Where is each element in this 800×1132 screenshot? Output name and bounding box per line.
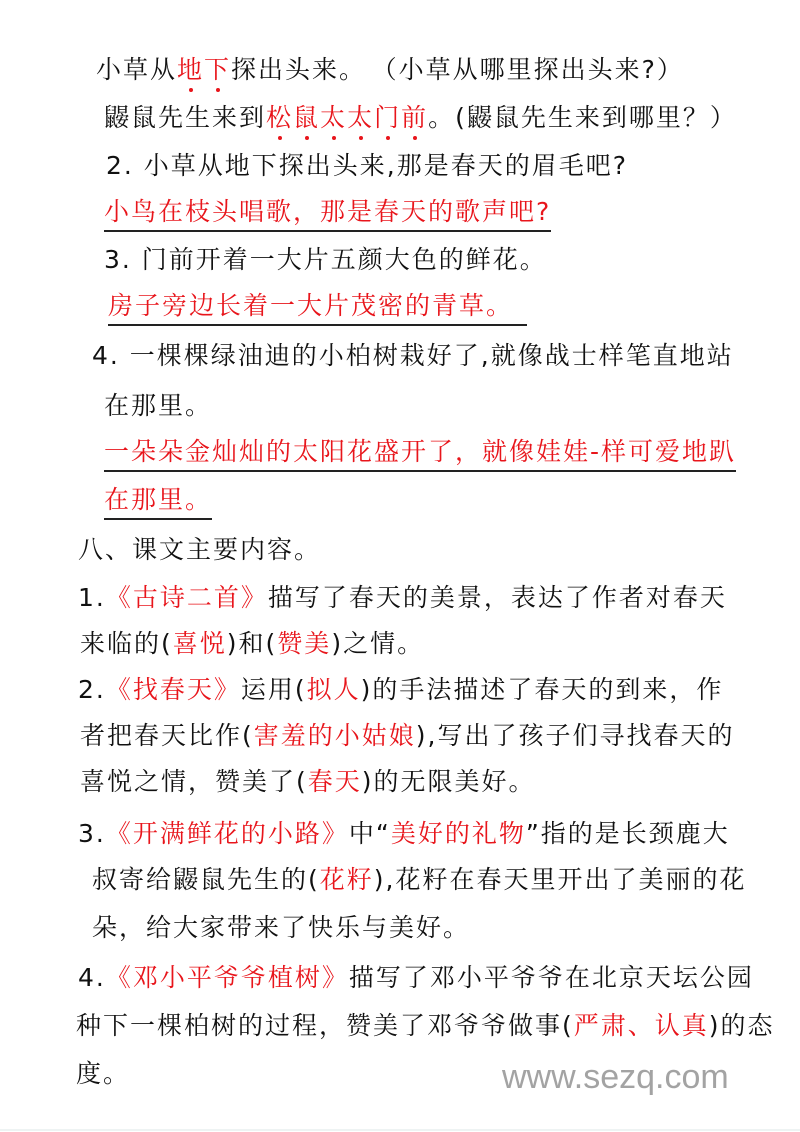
summary-text: ”指的是长颈鹿大: [525, 819, 730, 848]
emphasized-char: 鼠: [293, 103, 321, 132]
summary-1-line-1: [78, 582, 727, 614]
exercise-prompt-4-cont: 在那里。: [104, 391, 213, 420]
exercise-prompt-3: 3. 门前开着一大片五颜大色的鲜花。: [104, 245, 547, 274]
emphasized-char: 太: [347, 103, 375, 132]
summary-text: 者把春天比作(: [80, 721, 254, 750]
emphasized-char: 前: [401, 103, 429, 132]
summary-2-line-2: [80, 720, 734, 752]
answer-fill: 美好的礼物: [390, 819, 526, 848]
summary-4-line-2: [76, 1010, 775, 1042]
summary-number: 4.: [78, 963, 106, 992]
exercise-answer-3: 房子旁边长着一大片茂密的青草。: [108, 290, 527, 326]
answer-fill: 春天: [307, 767, 362, 796]
answer-fill: 拟人: [306, 675, 361, 704]
lesson-title: 《古诗二首》: [105, 583, 268, 612]
summary-1-line-2: [80, 628, 424, 660]
exercise-answer-4: 一朵朵金灿灿的太阳花盛开了，就像娃娃-样可爱地趴: [104, 436, 736, 472]
summary-text: 种下一棵柏树的过程，赞美了邓爷爷做事(: [76, 1011, 574, 1040]
emphasized-char: 地: [177, 55, 205, 84]
example-line-1: [96, 54, 684, 86]
emphasized-char: 太: [320, 103, 348, 132]
summary-text: ),花籽在春天里开出了美丽的花: [373, 865, 747, 894]
lesson-title: 《开满鲜花的小路》: [105, 819, 349, 848]
answer-fill: 花籽: [319, 865, 374, 894]
section-heading: 八、课文主要内容。: [78, 535, 322, 564]
exercise-answer-4-cont: 在那里。: [104, 484, 212, 520]
exercise-prompt-2: 2. 小草从地下探出头来,那是春天的眉毛吧?: [106, 151, 629, 180]
lesson-title: 《邓小平爷爷植树》: [105, 963, 349, 992]
summary-text: )和(: [226, 629, 278, 658]
page-bottom-edge: [0, 1129, 800, 1131]
example-text: 探出头来。: [231, 55, 367, 84]
emphasized-char: 下: [204, 55, 232, 84]
summary-number: 3.: [78, 819, 106, 848]
summary-4-line-3: 度。: [76, 1059, 131, 1088]
answer-fill: 严肃、认真: [573, 1011, 709, 1040]
summary-text: 运用(: [240, 675, 307, 704]
example-text: 鼹鼠先生来到: [104, 103, 267, 132]
summary-text: 中“: [348, 819, 391, 848]
summary-2-line-1: [78, 674, 723, 706]
summary-text: )的态: [708, 1011, 775, 1040]
summary-number: 1.: [78, 583, 106, 612]
emphasized-char: 松: [266, 103, 294, 132]
example-line-2: [104, 102, 737, 134]
summary-text: ),写出了孩子们寻找春天的: [415, 721, 735, 750]
exercise-answer-2: 小鸟在枝头唱歌，那是春天的歌声吧?: [104, 196, 551, 232]
summary-text: 喜悦之情，赞美了(: [80, 767, 308, 796]
summary-text: 描写了春天的美景，表达了作者对春天: [267, 583, 727, 612]
exercise-prompt-4: 4. 一棵棵绿油迪的小柏树栽好了,就像战士样笔直地站: [92, 341, 734, 370]
example-question: （小草从哪里探出头来?）: [384, 55, 684, 84]
answer-fill: 喜悦: [172, 629, 227, 658]
summary-text: )之情。: [331, 629, 425, 658]
summary-text: 来临的(: [80, 629, 173, 658]
answer-fill: 赞美: [277, 629, 332, 658]
summary-3-line-1: [78, 818, 730, 850]
example-text: 小草从: [96, 55, 178, 84]
lesson-title: 《找春天》: [105, 675, 241, 704]
answer-fill: 害羞的小姑娘: [253, 721, 416, 750]
summary-3-line-2: [92, 864, 746, 896]
summary-3-line-3: 朵，给大家带来了快乐与美好。: [92, 913, 471, 942]
example-question: 。(鼹鼠先生来到哪里？）: [428, 103, 737, 132]
emphasized-char: 门: [374, 103, 402, 132]
summary-2-line-3: [80, 766, 536, 798]
summary-text: 描写了邓小平爷爷在北京天坛公园: [348, 963, 754, 992]
summary-number: 2.: [78, 675, 106, 704]
summary-text: )的无限美好。: [361, 767, 536, 796]
summary-4-line-1: [78, 962, 754, 994]
watermark: www.sezq.com: [502, 1058, 729, 1096]
summary-text: 叔寄给鼹鼠先生的(: [92, 865, 320, 894]
summary-text: )的手法描述了春天的到来，作: [360, 675, 724, 704]
